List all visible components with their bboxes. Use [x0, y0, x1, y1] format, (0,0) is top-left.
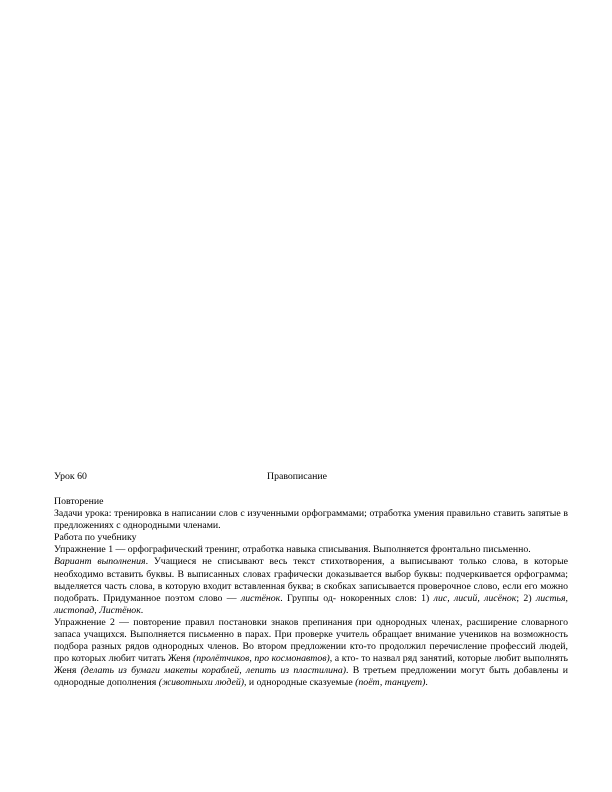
objects-example: (животныхи людей)	[158, 677, 245, 689]
section-review-heading: Повторение	[54, 496, 104, 507]
exercise-2-text-e: .	[425, 677, 428, 689]
exercise-2-paragraph	[54, 617, 568, 690]
activities-example: (делать из бумаги макеты кораблей, лепить из пластилина)	[80, 665, 347, 677]
exercise-2-text-b: , а кто- то назвал ряд занятий, которые любит выполнять Женя	[54, 653, 568, 677]
word-group-1: лис, лисий, лисёнок	[433, 592, 517, 604]
variant-text-b: . Группы од- нокоренных слов: 1)	[280, 592, 434, 604]
variant-text-d: .	[140, 604, 144, 616]
exercise-2-text-c: . В третьем предложении могут быть добавлены и однородные дополнения	[54, 665, 568, 689]
spacer	[54, 484, 568, 496]
variant-text-a: . Учащиеся не списывают весь текст стихотворения, а выписывают только слова, в которые необходимо вставить буквы. В выписанных словах графически доказывается выбор буквы: подчеркивается орфограмма; выделяется часть слова, в которую входит вставленная буква; в скобках записывается проверочное слово, если его можно подобрать. Придуманное поэтом слово —	[54, 556, 569, 604]
lesson-header	[54, 471, 568, 484]
invented-word: листёнок	[240, 592, 281, 604]
variant-label: Вариант выполнения	[54, 556, 146, 568]
lesson-page	[54, 471, 568, 690]
predicates-example: (поёт, танцует)	[355, 677, 426, 689]
variant-text-c: ; 2)	[516, 592, 536, 604]
lesson-number: Урок 60	[54, 471, 87, 482]
variant-paragraph	[54, 556, 568, 616]
word-group-2: листья, листопад, Листёнок	[54, 592, 569, 616]
section-textbook-heading: Работа по учебнику	[54, 532, 137, 544]
exercise-2-text-a: Упражнение 2 — повторение правил постановки знаков препинания при однородных членах, расширение словарного запаса учащихся. Выполняется письменно в парах. При проверке учитель обращает внимание учеников на возможность подбора разных рядов однородных членов. Во втором предложении кто-то продолжил перечисление профессий людей, про которых любит читать Женя	[54, 616, 568, 665]
lesson-topic: Правописание	[267, 471, 327, 482]
lesson-goals: Задачи урока: тренировка в написании слов с изученными орфограммами; отработка умения правильно ставить запятые в предложениях с однородными членами.	[54, 508, 568, 532]
professions-example: (пролётчиков, про космонавтов)	[192, 653, 330, 665]
exercise-1-paragraph: Упражнение 1 — орфографический тренинг, отработка навыка списывания. Выполняется фронтально письменно.	[54, 544, 531, 556]
exercise-2-text-d: , и однородные сказуемые	[244, 677, 356, 689]
